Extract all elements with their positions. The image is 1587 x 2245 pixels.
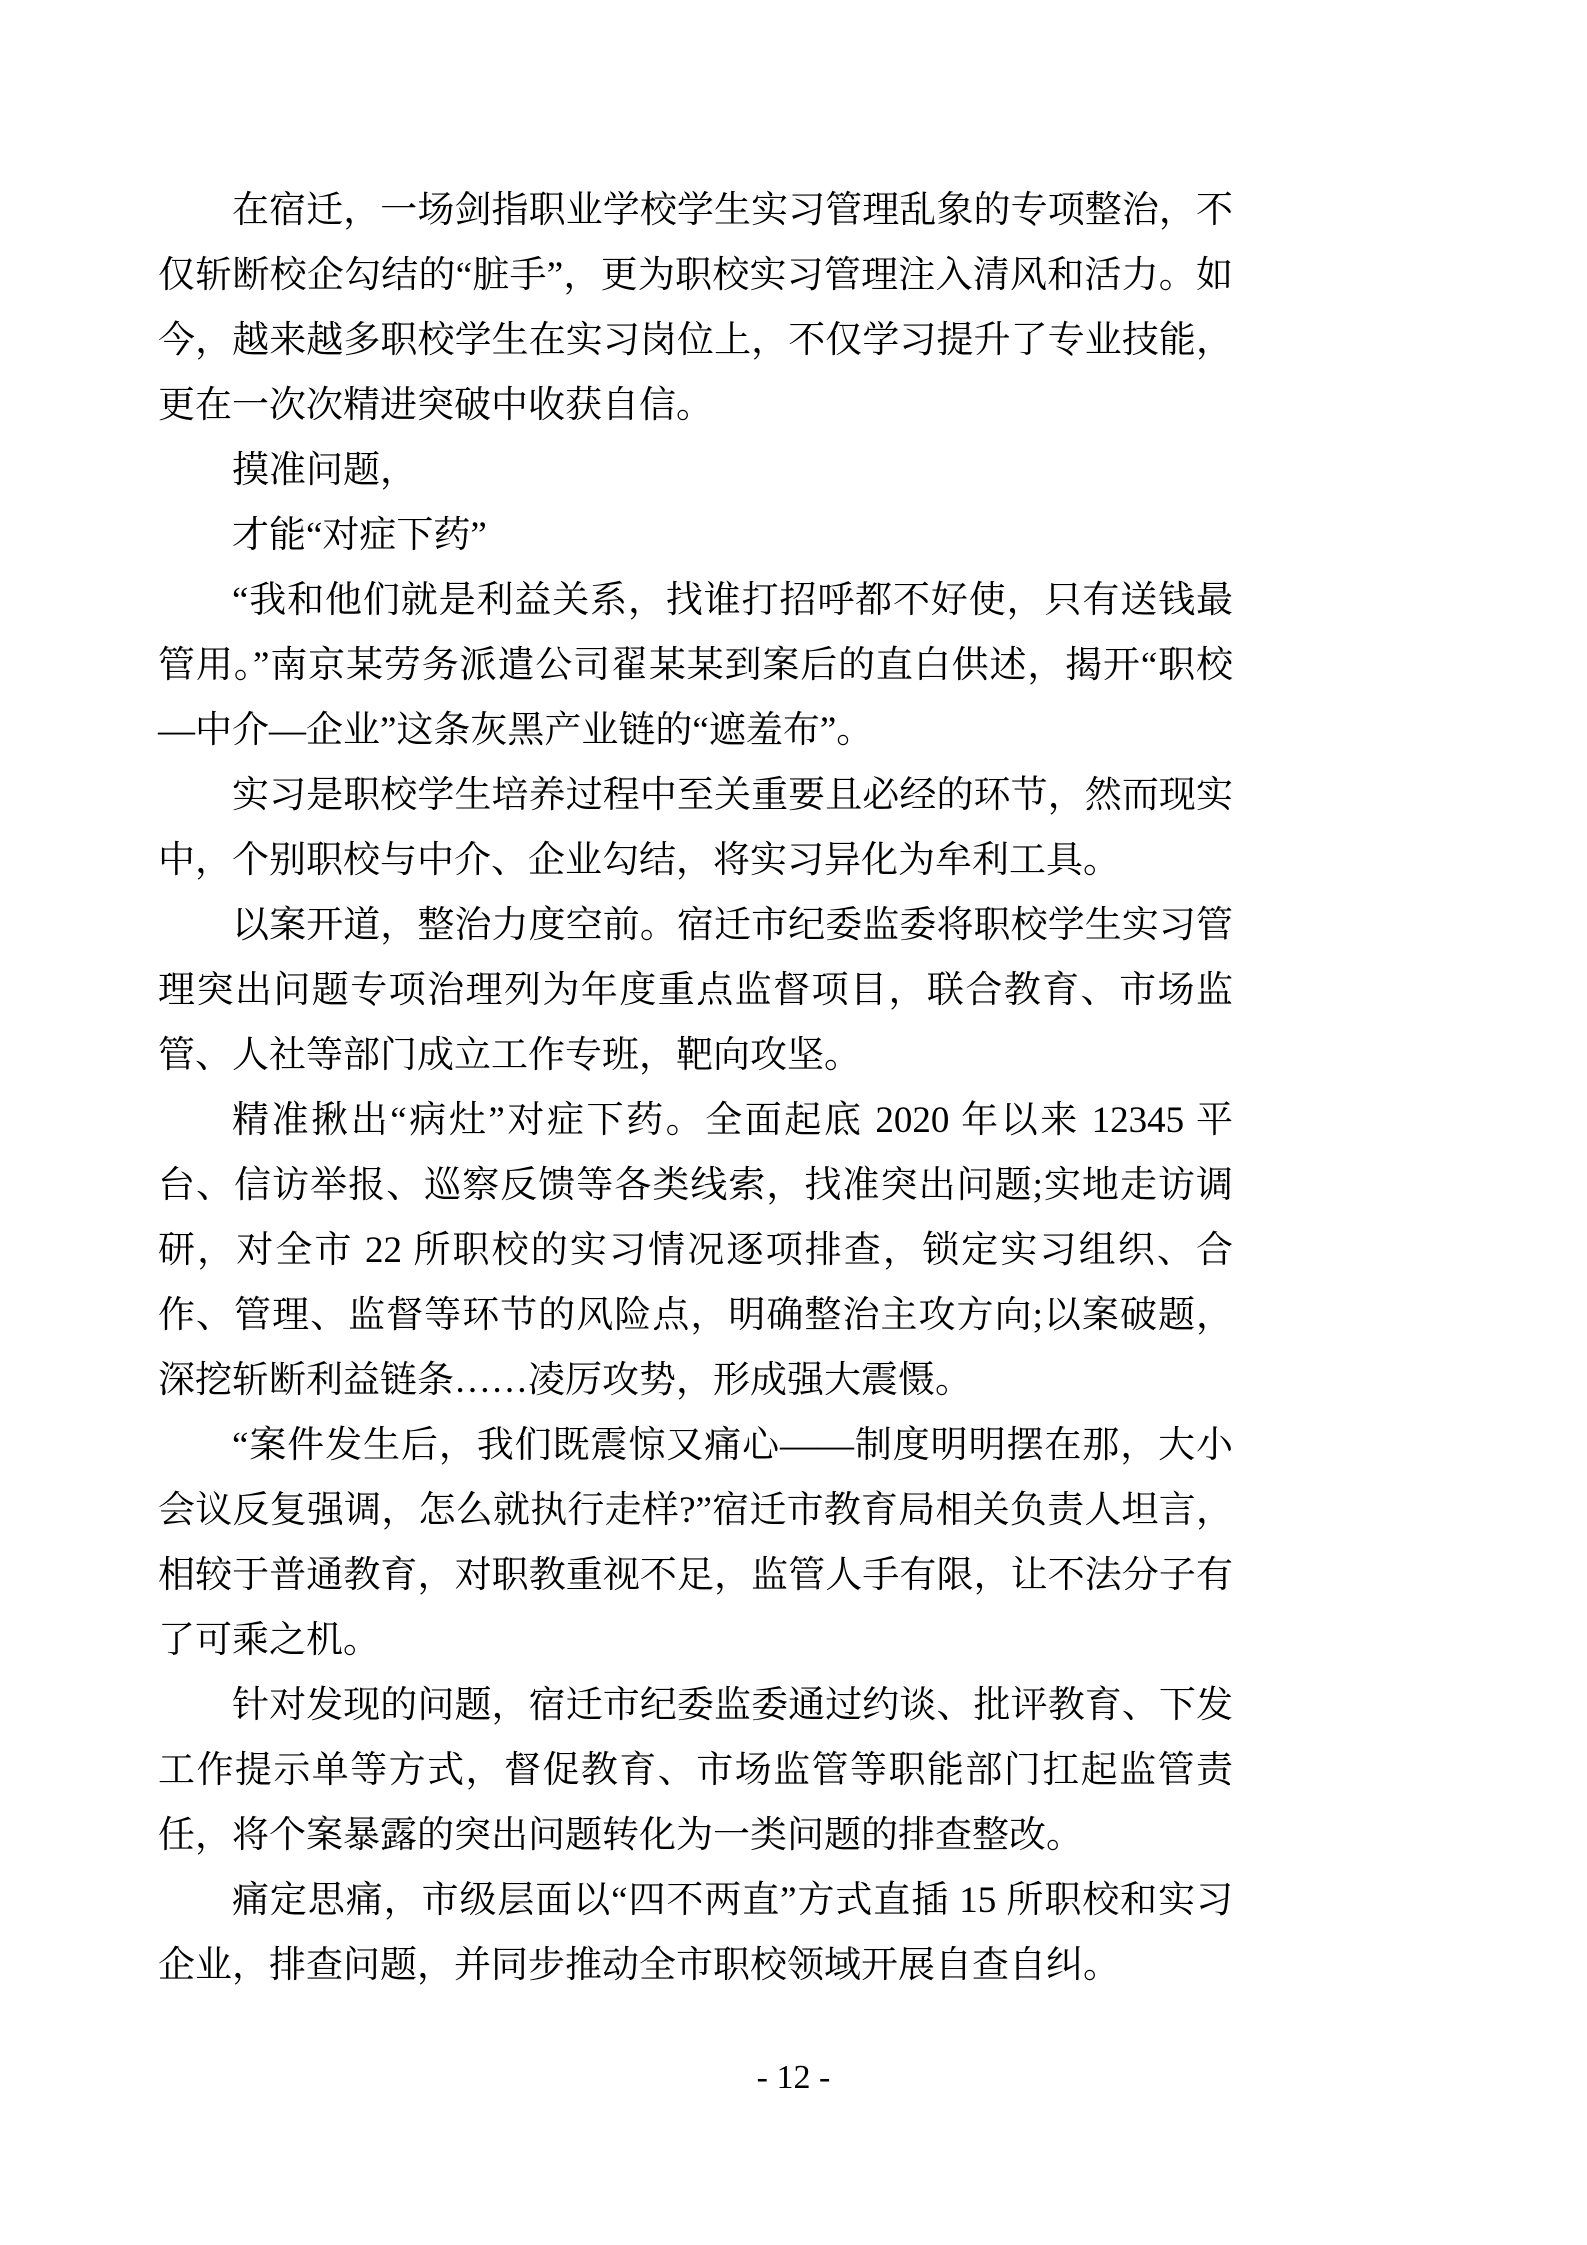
paragraph-internship: 实习是职校学生培养过程中至关重要且必经的环节，然而现实中，个别职校与中介、企业勾结，将实习异化为牟利工具。 bbox=[158, 775, 1233, 881]
page-number: - 12 - bbox=[756, 2059, 831, 2096]
paragraph-official-quote: “案件发生后，我们既震惊又痛心——制度明明摆在那，大小会议反复强调，怎么就执行走样?”宿迁市教育局相关负责人坦言，相较于普通教育，对职教重视不足，监管人手有限，让不法分子有了可乘之机。 bbox=[158, 1425, 1233, 1661]
paragraph-measures: 针对发现的问题，宿迁市纪委监委通过约谈、批评教育、下发工作提示单等方式，督促教育、市场监管等职能部门扛起监管责任，将个案暴露的突出问题转化为一类问题的排查整改。 bbox=[158, 1685, 1233, 1856]
subhead-line-1: 摸准问题， bbox=[232, 450, 417, 491]
document-body bbox=[158, 178, 1233, 1998]
paragraph-campaign: 以案开道，整治力度空前。宿迁市纪委监委将职校学生实习管理突出问题专项治理列为年度重点监督项目，联合教育、市场监管、人社等部门成立工作专班，靶向攻坚。 bbox=[158, 905, 1233, 1076]
paragraph-inspection: 痛定思痛，市级层面以“四不两直”方式直插 15 所职校和实习企业，排查问题，并同步推动全市职校领域开展自查自纠。 bbox=[158, 1880, 1233, 1986]
paragraph-confession: “我和他们就是利益关系，找谁打招呼都不好使，只有送钱最管用。”南京某劳务派遣公司翟某某到案后的直白供述，揭开“职校—中介—企业”这条灰黑产业链的“遮羞布”。 bbox=[158, 580, 1233, 751]
subhead-line-2: 才能“对症下药” bbox=[232, 515, 487, 556]
paragraph-intro: 在宿迁，一场剑指职业学校学生实习管理乱象的专项整治，不仅斩断校企勾结的“脏手”，更为职校实习管理注入清风和活力。如今，越来越多职校学生在实习岗位上，不仅学习提升了专业技能，更在一次次精进突破中收获自信。 bbox=[158, 190, 1233, 426]
paragraph-investigation: 精准揪出“病灶”对症下药。全面起底 2020 年以来 12345 平台、信访举报、巡察反馈等各类线索，找准突出问题;实地走访调研，对全市 22 所职校的实习情况逐项排查，锁定实习组织、合作、管理、监督等环节的风险点，明确整治主攻方向;以案破题，深挖斩断利益链条……凌厉攻势，形成强大震慑。 bbox=[158, 1100, 1233, 1401]
